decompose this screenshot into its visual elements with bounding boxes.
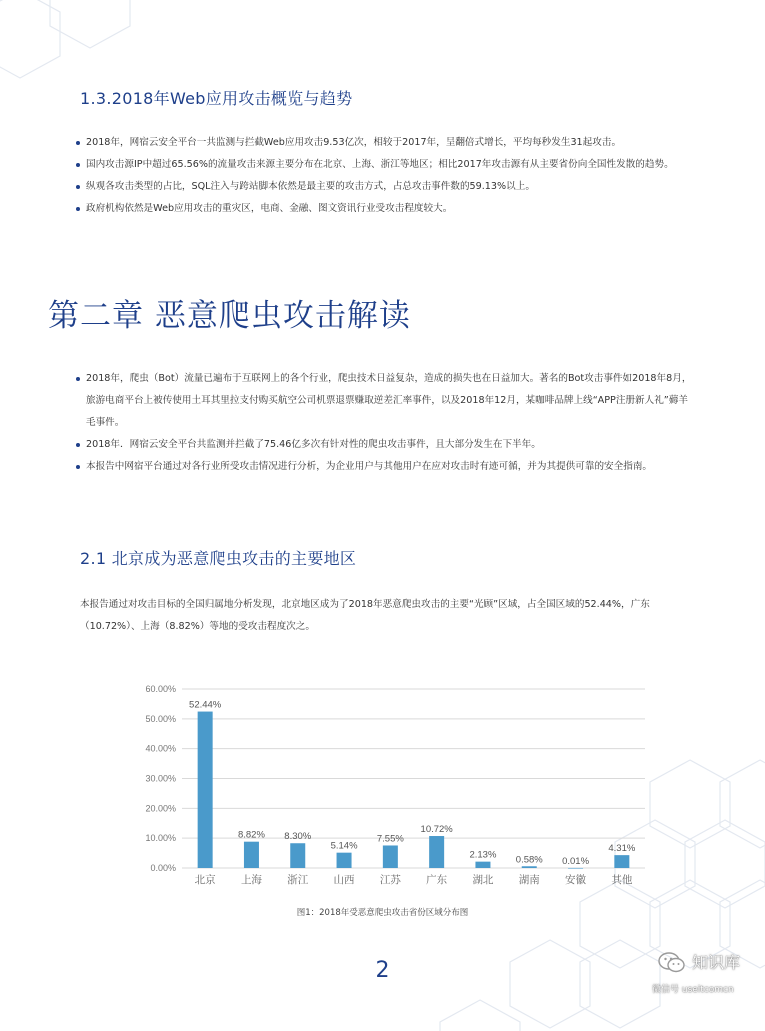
data-label: 0.58%: [515, 854, 543, 866]
wechat-icon: [658, 952, 686, 974]
x-tick-label: 上海: [240, 874, 262, 886]
x-tick-label: 北京: [194, 874, 216, 886]
chart-x-axis-labels: [195, 873, 633, 886]
watermark-name: 知识库: [692, 953, 741, 972]
bar-其他: [614, 855, 629, 868]
bullet-item: 2018年．网宿云安全平台共监测并拦截了75.46亿多次有针对性的爬虫攻击事件，且大部分发生在下半年。: [76, 434, 696, 456]
bar-湖南: [522, 866, 537, 868]
y-tick-label: 30.00%: [145, 773, 176, 784]
y-tick-label: 60.00%: [145, 684, 176, 694]
section-2-1-title: 2.1 北京成为恶意爬虫攻击的主要地区: [80, 549, 357, 568]
bar-广东: [429, 836, 444, 868]
bullet-item: 2018年，爬虫（Bot）流量已遍布于互联网上的各个行业，爬虫技术日益复杂，造成的损失也在日益加大。著名的Bot攻击事件如2018年8月，旅游电商平台上被传使用土耳其里拉支付购买航空公司机票退票赚取逆差汇率事件，以及2018年12月，某咖啡品牌上线“APP注册新人礼”薅羊毛事件。: [76, 368, 696, 434]
bullet-item: 政府机构依然是Web应用攻击的重灾区，电商、金融、图文资讯行业受攻击程度较大。: [76, 198, 696, 220]
y-tick-label: 20.00%: [145, 803, 176, 814]
chapter-2-bullet-list: [76, 368, 696, 478]
y-tick-label: 50.00%: [145, 713, 176, 724]
data-label: 8.82%: [237, 829, 265, 841]
data-label: 52.44%: [189, 699, 222, 711]
bar-江苏: [383, 845, 398, 868]
bar-湖北: [475, 862, 490, 868]
x-tick-label: 湖北: [472, 874, 494, 886]
x-tick-label: 广东: [426, 874, 448, 886]
x-tick-label: 浙江: [287, 874, 309, 886]
section-2-1-paragraph: 本报告通过对攻击目标的全国归属地分析发现，北京地区成为了2018年恶意爬虫攻击的主要“光顾”区域，占全国区域的52.44%，广东（10.72%）、上海（8.82%）等地的受攻击程度次之。: [80, 599, 650, 632]
bullet-item: 2018年，网宿云安全平台一共监测与拦截Web应用攻击9.53亿次，相较于2017年，呈翻倍式增长，平均每秒发生31起攻击。: [76, 132, 696, 154]
x-tick-label: 江苏: [379, 874, 401, 886]
data-label: 4.31%: [608, 843, 636, 855]
data-label: 5.14%: [330, 840, 358, 852]
chapter-2-title: 第二章 恶意爬虫攻击解读: [48, 298, 411, 334]
data-label: 8.30%: [284, 831, 312, 843]
chart-gridlines: [182, 689, 645, 868]
x-tick-label: 其他: [611, 874, 633, 886]
data-label: 7.55%: [376, 833, 404, 845]
section-1-3-title: 1.3.2018年Web应用攻击概览与趋势: [80, 89, 353, 108]
bar-浙江: [290, 843, 305, 868]
watermark: [652, 948, 764, 1018]
data-label: 0.01%: [562, 855, 590, 867]
chart-bars: [198, 712, 630, 869]
province-bar-chart: [130, 678, 650, 890]
y-tick-label: 10.00%: [145, 833, 176, 844]
bar-上海: [244, 842, 259, 868]
page-number: 2: [375, 958, 390, 983]
y-tick-label: 0.00%: [150, 863, 176, 873]
data-label: 2.13%: [469, 849, 497, 861]
chart-caption: 图1：2018年受恶意爬虫攻击省份区域分布图: [296, 908, 469, 918]
bar-山西: [337, 853, 352, 868]
x-tick-label: 安徽: [565, 874, 587, 886]
watermark-subtitle: 微信号 useitcomcn: [652, 985, 734, 995]
bullet-item: 纵观各攻击类型的占比，SQL注入与跨站脚本依然是最主要的攻击方式，占总攻击事件数的59.13%以上。: [76, 176, 696, 198]
data-label: 10.72%: [420, 824, 453, 836]
bar-北京: [198, 712, 213, 868]
bullet-item: 本报告中网宿平台通过对各行业所受攻击情况进行分析，为企业用户与其他用户在应对攻击时有迹可循，并为其提供可靠的安全指南。: [76, 456, 696, 478]
section-1-3-bullet-list: [76, 132, 696, 220]
x-tick-label: 湖南: [518, 874, 540, 886]
y-tick-label: 40.00%: [145, 743, 176, 754]
x-tick-label: 山西: [333, 874, 355, 886]
chart-y-axis-labels: [145, 684, 176, 873]
bar-安徽: [568, 868, 583, 869]
bullet-item: 国内攻击源IP中超过65.56%的流量攻击来源主要分布在北京、上海、浙江等地区；相比2017年攻击源有从主要省份向全国性发散的趋势。: [76, 154, 696, 176]
